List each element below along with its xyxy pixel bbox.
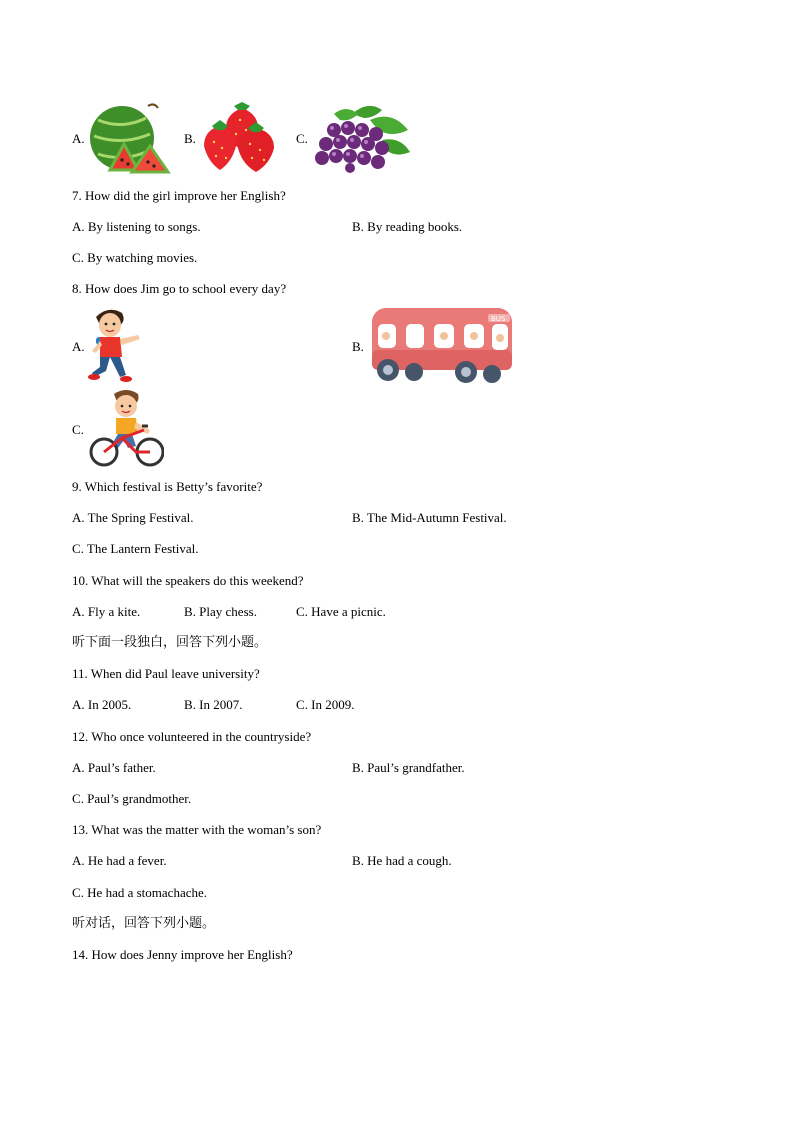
boy-on-bicycle-image	[88, 388, 164, 470]
q9-option-c: C. The Lantern Festival.	[72, 541, 199, 556]
question-12: 12. Who once volunteered in the countryside?	[72, 729, 312, 744]
q12-option-c: C. Paul’s grandmother.	[72, 791, 192, 806]
option-letter-a: A.	[72, 131, 85, 146]
option-letter-c: C.	[296, 131, 308, 146]
q11-option-c: C. In 2009.	[296, 697, 355, 712]
grapes-image	[312, 100, 412, 174]
section-heading-monologue: 听下面一段独白，回答下列小题。	[72, 635, 268, 650]
q10-option-c: C. Have a picnic.	[296, 604, 386, 619]
q12-option-a: A. Paul’s father.	[72, 760, 156, 775]
question-10: 10. What will the speakers do this weekend?	[72, 573, 304, 588]
q9-option-a: A. The Spring Festival.	[72, 510, 194, 525]
q13-option-b: B. He had a cough.	[352, 853, 452, 868]
bus-sign-label: BUS	[491, 315, 506, 323]
question-11: 11. When did Paul leave university?	[72, 666, 260, 681]
q8-option-letter-b: B.	[352, 339, 364, 354]
q9-option-b: B. The Mid-Autumn Festival.	[352, 510, 507, 525]
q7-option-c: C. By watching movies.	[72, 250, 198, 265]
q11-option-a: A. In 2005.	[72, 697, 132, 712]
q11-option-b: B. In 2007.	[184, 697, 243, 712]
question-9: 9. Which festival is Betty’s favorite?	[72, 479, 263, 494]
q13-option-a: A. He had a fever.	[72, 853, 167, 868]
question-7: 7. How did the girl improve her English?	[72, 188, 286, 203]
q8-option-letter-a: A.	[72, 339, 85, 354]
question-13: 13. What was the matter with the woman’s son?	[72, 822, 322, 837]
strawberries-image	[200, 100, 280, 174]
question-8: 8. How does Jim go to school every day?	[72, 281, 287, 296]
section-heading-dialogue: 听对话，回答下列小题。	[72, 916, 216, 931]
boy-running-image	[86, 305, 144, 387]
option-letter-b: B.	[184, 131, 196, 146]
q10-option-b: B. Play chess.	[184, 604, 257, 619]
q13-option-c: C. He had a stomachache.	[72, 885, 208, 900]
q7-option-a: A. By listening to songs.	[72, 219, 201, 234]
bus-image	[370, 304, 516, 386]
question-14: 14. How does Jenny improve her English?	[72, 947, 293, 962]
watermelon-image	[88, 100, 174, 174]
q7-option-b: B. By reading books.	[352, 219, 463, 234]
q10-option-a: A. Fly a kite.	[72, 604, 141, 619]
q12-option-b: B. Paul’s grandfather.	[352, 760, 465, 775]
q8-option-letter-c: C.	[72, 422, 84, 437]
